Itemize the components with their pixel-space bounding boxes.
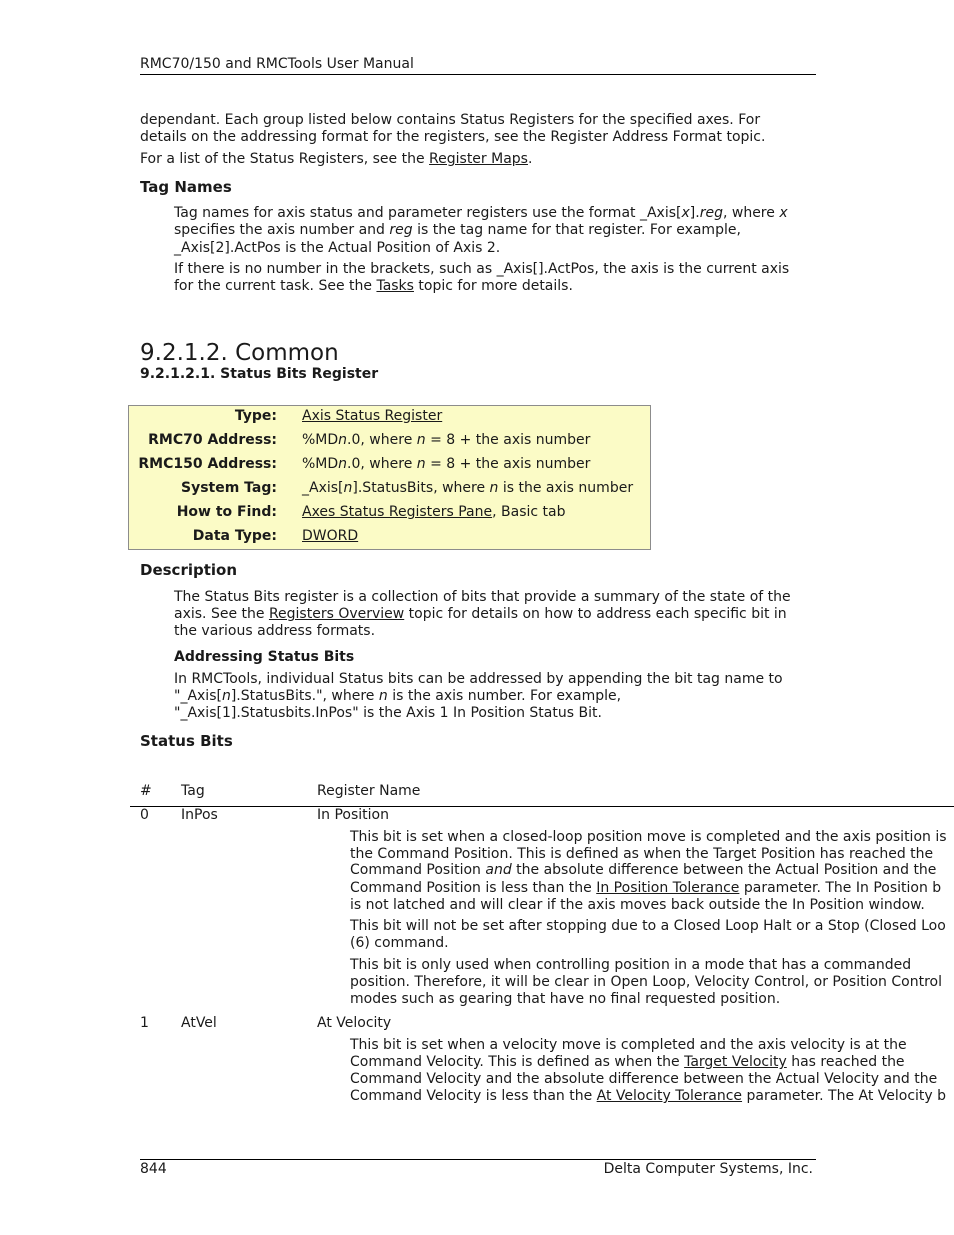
column-header-register-name: Register Name — [317, 783, 421, 799]
row-description: is not latched and will clear if the axis moves back outside the In Position window. — [350, 897, 925, 913]
in-position-tolerance-link[interactable]: In Position Tolerance — [596, 880, 740, 896]
info-label: How to Find: — [176, 504, 277, 520]
page-number: 844 — [140, 1161, 167, 1177]
info-label: Type: — [234, 408, 277, 424]
tag-names-heading: Tag Names — [140, 178, 232, 196]
description-text: axis. See the Registers Overview topic for details on how to address each specific bit in — [174, 606, 787, 622]
row-description: (6) command. — [350, 935, 449, 951]
row-description: the Command Position. This is defined as when the Target Position has reached the — [350, 846, 934, 862]
addressing-heading: Addressing Status Bits — [174, 649, 355, 665]
row-description: This bit will not be set after stopping due to a Closed Loop Halt or a Stop (Closed Loo — [350, 918, 946, 934]
column-header-tag: Tag — [181, 783, 205, 799]
axes-status-registers-pane-link[interactable]: Axes Status Registers Pane — [302, 504, 493, 520]
row-register-name: At Velocity — [317, 1015, 392, 1031]
section-title: 9.2.1.2. Common — [140, 340, 339, 366]
row-description: Command Velocity is less than the At Velocity Tolerance parameter. The At Velocity b — [350, 1088, 947, 1104]
description-text: the various address formats. — [174, 623, 376, 639]
info-value — [302, 408, 442, 425]
info-label: RMC70 Address: — [148, 432, 277, 448]
table-header-rule — [130, 806, 954, 807]
at-velocity-tolerance-link[interactable]: At Velocity Tolerance — [596, 1088, 743, 1104]
row-description: Command Position and the absolute difference between the Actual Position and the — [350, 862, 937, 878]
registers-overview-link[interactable]: Registers Overview — [268, 606, 405, 622]
row-description: Command Velocity. This is defined as when the Target Velocity has reached the — [350, 1054, 905, 1070]
info-row-system-tag — [129, 480, 650, 504]
dword-link[interactable]: DWORD — [302, 528, 359, 544]
target-velocity-link[interactable]: Target Velocity — [684, 1054, 787, 1070]
row-bit-number: 0 — [140, 807, 149, 823]
info-row-rmc150 — [129, 456, 650, 480]
description-text: The Status Bits register is a collection of bits that provide a summary of the state of the — [174, 589, 791, 605]
footer-rule — [140, 1159, 816, 1160]
addressing-text: In RMCTools, individual Status bits can be addressed by appending the bit tag name to — [174, 671, 783, 687]
section-subtitle: 9.2.1.2.1. Status Bits Register — [140, 366, 379, 382]
tag-names-text: If there is no number in the brackets, such as _Axis[].ActPos, the axis is the current axis — [174, 261, 790, 277]
column-header-number: # — [140, 783, 152, 799]
row-register-name: In Position — [317, 807, 389, 823]
running-header: RMC70/150 and RMCTools User Manual — [140, 56, 414, 72]
tag-names-text: _Axis[2].ActPos is the Actual Position of Axis 2. — [174, 240, 501, 256]
axis-status-register-link[interactable]: Axis Status Register — [302, 408, 443, 424]
row-tag: InPos — [181, 807, 218, 823]
row-description: This bit is only used when controlling position in a mode that has a commanded — [350, 957, 912, 973]
register-info-box — [128, 405, 651, 550]
row-description: This bit is set when a closed-loop position move is completed and the axis position is — [350, 829, 947, 845]
info-row-type — [129, 408, 650, 432]
intro-register-maps: For a list of the Status Registers, see the Register Maps. — [140, 151, 533, 167]
addressing-text: "_Axis[n].StatusBits.", where n is the axis number. For example, — [174, 688, 622, 704]
addressing-text: "_Axis[1].Statusbits.InPos" is the Axis 1 In Position Status Bit. — [174, 705, 602, 721]
tag-names-text: specifies the axis number and reg is the tag name for that register. For example, — [174, 222, 741, 238]
intro-line: details on the addressing format for the registers, see the Register Address Format topic. — [140, 129, 766, 145]
row-description: Command Position is less than the In Position Tolerance parameter. The In Position b — [350, 880, 942, 896]
row-description: position. Therefore, it will be clear in Open Loop, Velocity Control, or Position Control — [350, 974, 942, 990]
status-bits-heading: Status Bits — [140, 732, 233, 750]
register-maps-link[interactable]: Register Maps — [429, 151, 528, 167]
footer-company: Delta Computer Systems, Inc. — [603, 1161, 813, 1177]
info-row-data-type — [129, 528, 650, 552]
row-description: Command Velocity and the absolute difference between the Actual Velocity and the — [350, 1071, 938, 1087]
info-label: RMC150 Address: — [138, 456, 277, 472]
info-row-how-to-find — [129, 504, 650, 528]
info-value: %MDn.0, where n = 8 + the axis number — [302, 456, 591, 472]
info-label: Data Type: — [192, 528, 277, 544]
info-value: _Axis[n].StatusBits, where n is the axis number — [302, 480, 634, 496]
info-value — [302, 528, 358, 545]
tasks-link[interactable]: Tasks — [376, 278, 414, 294]
row-tag: AtVel — [181, 1015, 217, 1031]
header-rule — [140, 74, 816, 75]
row-description: modes such as gearing that have no final requested position. — [350, 991, 781, 1007]
intro-line: dependant. Each group listed below contains Status Registers for the specified axes. For — [140, 112, 761, 128]
info-value: %MDn.0, where n = 8 + the axis number — [302, 432, 591, 448]
row-description: This bit is set when a velocity move is completed and the axis velocity is at the — [350, 1037, 907, 1053]
info-label: System Tag: — [180, 480, 277, 496]
description-heading: Description — [140, 561, 238, 579]
info-value: Axes Status Registers Pane, Basic tab — [302, 504, 566, 520]
info-row-rmc70 — [129, 432, 650, 456]
tag-names-text: Tag names for axis status and parameter registers use the format _Axis[x].reg, where x — [174, 205, 788, 221]
tag-names-text: for the current task. See the Tasks topic for more details. — [174, 278, 573, 294]
row-bit-number: 1 — [140, 1015, 149, 1031]
